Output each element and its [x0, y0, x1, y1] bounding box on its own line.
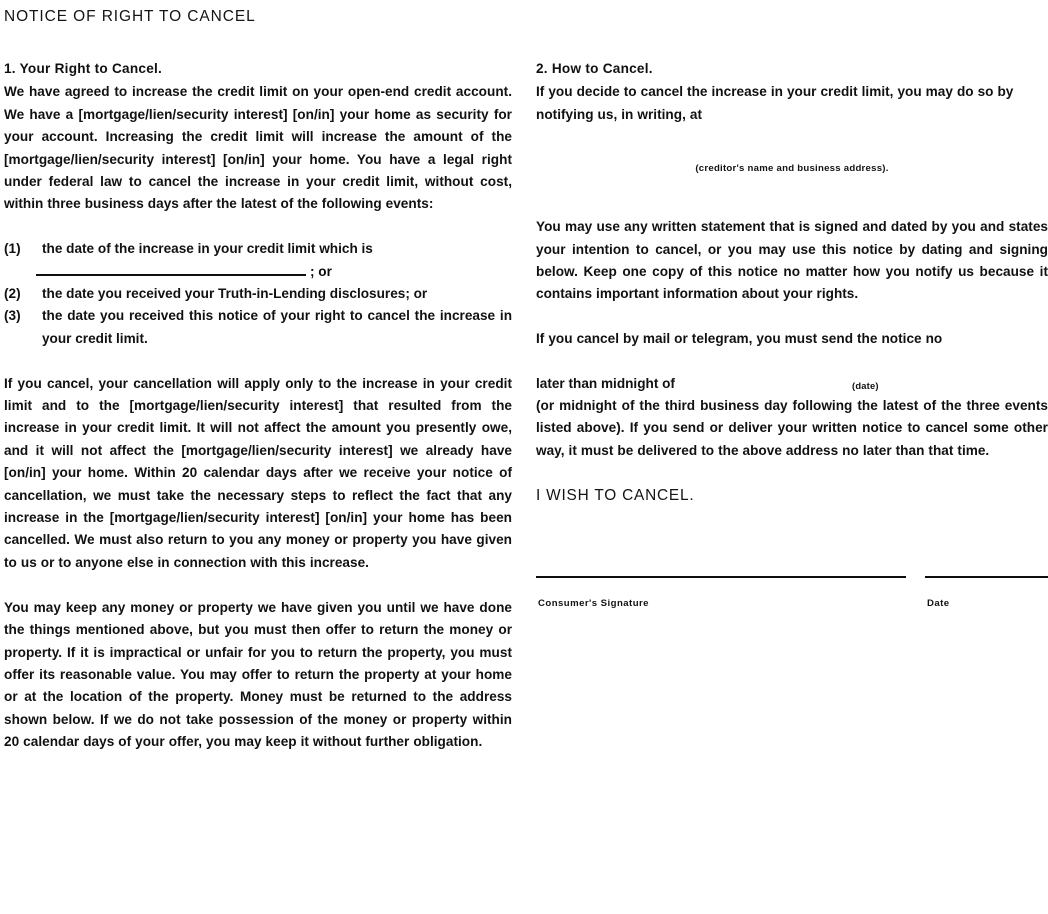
list-item-text: the date you received this notice of your right to cancel the increase in your credit limit.	[42, 308, 512, 346]
list-marker: (2)	[4, 286, 21, 302]
paragraph-cancellation-effect: If you cancel, your cancellation will apply only to the increase in your credit limit and to the [mortgage/lien/security interest] that resulted from the increase in your credit limit. It will not affect the amount you presently owe, and it will not affect the [mortgage/lien/security interest] we already have [on/in] your home. Within 20 calendar days after we receive your notice of cancellation, we must take the necessary steps to reflect the fact that any increase in the [mortgage/lien/security interest] [on/in] your home has been cancelled. We must also return to you any money or property you have given to us or to anyone else in connection with this increase.	[4, 375, 512, 570]
consumer-signature-label: Consumer's Signature	[538, 598, 649, 609]
section-heading-right-to-cancel: 1. Your Right to Cancel.	[4, 61, 163, 76]
right-column	[536, 58, 1048, 507]
blank-line-suffix: ; or	[310, 263, 332, 279]
date-caption: (date)	[852, 379, 879, 391]
date-line[interactable]	[925, 576, 1048, 578]
list-item-text: the date of the increase in your credit limit which is	[42, 241, 373, 257]
list-item-event-3	[4, 305, 512, 350]
spacer	[536, 177, 1048, 216]
signature-block	[536, 576, 1048, 618]
date-label: Date	[927, 598, 950, 609]
midnight-deadline-text: later than midnight of	[536, 375, 675, 391]
section-heading-how-to-cancel: 2. How to Cancel.	[536, 61, 653, 76]
page-title: NOTICE OF RIGHT TO CANCEL	[4, 8, 256, 25]
signature-labels	[536, 598, 1048, 618]
consumer-signature-line[interactable]	[536, 576, 906, 578]
wish-to-cancel-statement: I WISH TO CANCEL.	[536, 486, 695, 504]
list-item-text: the date you received your Truth-in-Lending disclosures; or	[42, 286, 428, 302]
spacer	[536, 351, 1048, 373]
list-marker: (3)	[4, 308, 21, 324]
list-item-event-1	[4, 238, 512, 260]
paragraph-how-to-cancel: If you decide to cancel the increase in your credit limit, you may do so by notifying us, in writing, at	[536, 84, 1014, 122]
paragraph-written-statement: You may use any written statement that is signed and dated by you and states your intention to cancel, or you may use this notice by dating and signing below. Keep one copy of this notice no matter how you notify us because it contains important information about your rights.	[536, 219, 1048, 302]
creditor-address-caption: (creditor's name and business address).	[695, 163, 889, 175]
spacer	[536, 126, 1048, 161]
paragraph-mail-or-telegram: If you cancel by mail or telegram, you must send the notice no	[536, 331, 943, 347]
paragraph-right-to-cancel-intro: We have agreed to increase the credit limit on your open-end credit account. We have a [mortgage/lien/security interest] [on/in] your home as security for your account. Increasing the credit limit will increase the amount of the [mortgage/lien/security interest] [on/in] your home. You have a legal right under federal law to cancel the increase in your credit limit, without cost, within three business days after the latest of the following events:	[4, 84, 512, 212]
blank-fill-in-line-row	[4, 261, 512, 283]
list-marker: (1)	[4, 241, 21, 257]
signature-rules	[536, 576, 1048, 584]
left-column	[4, 58, 512, 754]
paragraph-midnight-continuation: (or midnight of the third business day following the latest of the three events listed above). If you send or deliver your written notice to cancel some other way, it must be delivered to the above address no later than that time.	[536, 398, 1048, 458]
paragraph-property-return: You may keep any money or property we have given you until we have done the things mentioned above, but you must then offer to return the money or property. If it is impractical or unfair for you to return the property, you must offer its reasonable value. You may offer to return the property at your home or at the location of the property. Money must be returned to the address shown below. If we do not take possession of the money or property within 20 calendar days of your offer, you may keep it without further obligation.	[4, 599, 512, 750]
blank-fill-in-line[interactable]	[36, 261, 306, 276]
midnight-deadline-row	[536, 373, 1048, 395]
cancellation-events-list	[4, 238, 512, 350]
list-item-event-2	[4, 283, 512, 305]
